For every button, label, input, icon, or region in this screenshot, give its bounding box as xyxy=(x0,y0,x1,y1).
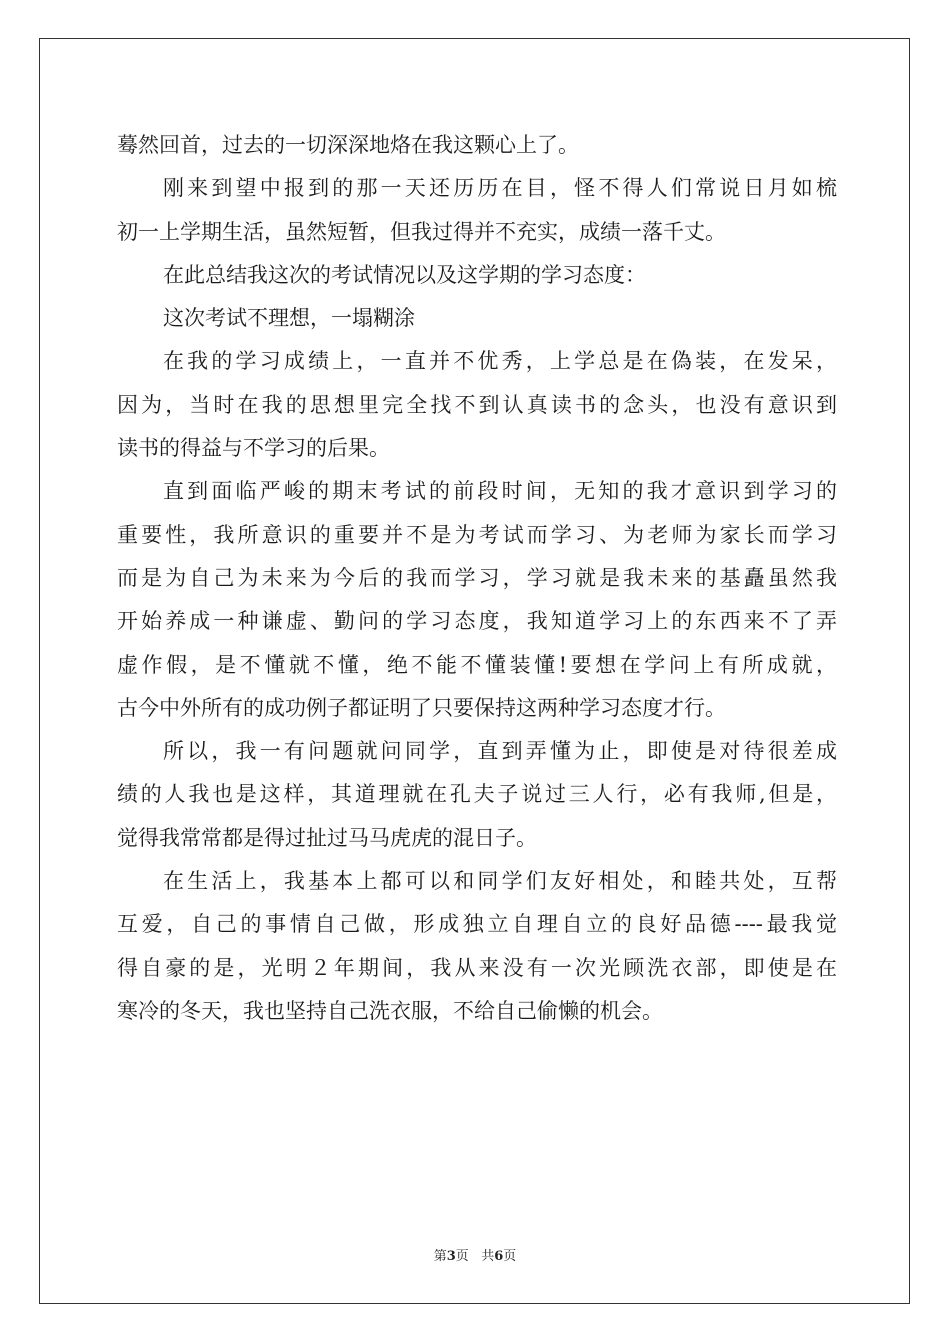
text-line: 刚来到望中报到的那一天还历历在目，怪不得人们常说日月如梳 xyxy=(163,176,837,201)
text-line: 初一上学期生活，虽然短暂，但我过得并不充实，成绩一落千丈。 xyxy=(117,219,726,244)
text-line: 重要性，我所意识的重要并不是为考试而学习、为老师为家长而学习 xyxy=(117,522,837,547)
text-line: 得自豪的是，光明２年期间，我从来没有一次光顾洗衣部，即使是在 xyxy=(117,955,837,980)
text-line: 所以，我一有问题就问同学，直到弄懂为止，即使是对待很差成 xyxy=(163,739,837,764)
text-line: 古今中外所有的成功例子都证明了只要保持这两种学习态度才行。 xyxy=(117,695,726,720)
text-line: 读书的得益与不学习的后果。 xyxy=(117,436,390,461)
text-line: 觉得我常常都是得过扯过马马虎虎的混日子。 xyxy=(117,825,537,850)
footer-total-suffix: 页 xyxy=(503,1249,517,1264)
page-footer xyxy=(0,1245,950,1264)
text-line: 直到面临严峻的期末考试的前段时间，无知的我才意识到学习的 xyxy=(163,479,837,504)
document-body xyxy=(117,124,837,1033)
text-line: 绩的人我也是这样，其道理就在孔夫子说过三人行，必有我师,但是， xyxy=(117,782,837,807)
text-line: 在生活上，我基本上都可以和同学们友好相处，和睦共处，互帮 xyxy=(163,869,837,894)
footer-page-suffix: 页 xyxy=(455,1249,469,1264)
text-line: 蓦然回首，过去的一切深深地烙在我这颗心上了。 xyxy=(117,133,579,157)
text-line: 而是为自己为未来为今后的我而学习，学习就是我未来的基矗虽然我 xyxy=(117,565,837,590)
text-line: 开始养成一种谦虚、勤问的学习态度，我知道学习上的东西来不了弄 xyxy=(117,609,837,634)
text-line: 在我的学习成绩上，一直并不优秀，上学总是在偽装，在发呆， xyxy=(163,349,837,374)
text-line: 虚作假，是不懂就不懂，绝不能不懂装懂!要想在学问上有所成就， xyxy=(117,652,837,677)
footer-page-number: 3 xyxy=(446,1249,456,1264)
footer-total-prefix: 共 xyxy=(481,1249,495,1264)
text-line: 这次考试不理想，一塌糊涂 xyxy=(163,306,415,331)
footer-prefix: 第 xyxy=(433,1249,447,1264)
text-line: 因为，当时在我的思想里完全找不到认真读书的念头，也没有意识到 xyxy=(117,392,837,417)
text-line: 寒冷的冬天，我也坚持自己洗衣服，不给自己偷懒的机会。 xyxy=(117,998,663,1023)
footer-total-pages: 6 xyxy=(494,1249,504,1264)
text-line: 互爱，自己的事情自己做，形成独立自理自立的良好品德----最我觉 xyxy=(117,912,837,937)
text-line: 在此总结我这次的考试情况以及这学期的学习态度： xyxy=(163,262,646,287)
